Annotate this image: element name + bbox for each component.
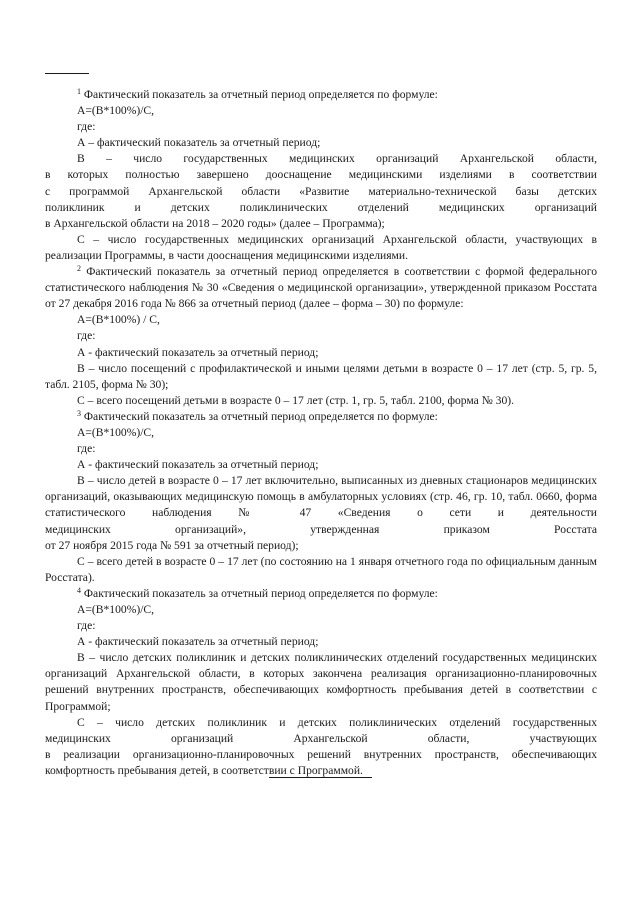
footnote-separator (45, 73, 89, 74)
footnote-4-where: где: (77, 619, 96, 633)
footnote-4-mark: 4 (77, 585, 81, 595)
footnote-2-where: где: (77, 329, 96, 343)
footnote-3-b-line-3: от 27 ноября 2015 года № 591 за отчетный период); (45, 538, 299, 552)
footnote-1-c-definition: С – число государственных медицинских организаций Архангельской области, участвующих в реализации Программы, в части дооснащения медицинскими изделиями. (45, 232, 597, 262)
footnote-3-c-definition: С – всего детей в возрасте 0 – 17 лет (по состоянию на 1 января отчетного года по официальным данным Росстата). (45, 554, 597, 584)
footnote-1-a-definition: А – фактический показатель за отчетный период; (77, 136, 321, 150)
closing-separator (269, 777, 372, 778)
footnote-2-b-definition: В – число посещений с профилактической и иными целями детьми в возрасте 0 – 17 лет (стр. 5, гр. 5, табл. 2105, форма № 30); (45, 361, 597, 391)
footnote-4-c-line-1: С – число детских поликлиник и детских поликлинических отделений государственных (77, 715, 597, 729)
footnote-1-b-line-5: в Архангельской области на 2018 – 2020 годы» (далее – Программа); (45, 216, 385, 230)
footnote-1-formula: A=(B*100%)/C, (77, 104, 155, 118)
footnote-2-c-definition: С – всего посещений детьми в возрасте 0 – 17 лет (стр. 1, гр. 5, табл. 2100, форма № 30). (77, 393, 515, 407)
footnotes (45, 87, 597, 779)
footnote-3-where: где: (77, 442, 96, 456)
footnote-4-c-line-2: медицинских организаций Архангельской области, участвующих (45, 731, 597, 745)
footnote-1-b-line-3: с программой Архангельской области «Развитие материально-технической базы детских (45, 184, 597, 198)
footnote-3-formula: A=(B*100%)/C, (77, 425, 155, 439)
footnote-1-mark: 1 (77, 87, 81, 96)
footnote-3-b-line-2: медицинских организаций», утвержденная приказом Росстата (45, 522, 597, 536)
footnote-4-formula: A=(B*100%)/C, (77, 603, 155, 616)
footnote-4-a-definition: А - фактический показатель за отчетный период; (77, 635, 319, 649)
footnote-1-b-line-1: В – число государственных медицинских организаций Архангельской области, (77, 152, 597, 166)
footnote-3-intro: $^3$ Фактический показатель за отчетный период определяется по формуле: (77, 408, 438, 423)
footnote-2-a-definition: А - фактический показатель за отчетный период; (77, 345, 319, 359)
footnote-2-intro: $^2$ Фактический показатель за отчетный период определяется в соответствии с формой федерального статистического наблюдения № 30 «Сведения о медицинской организации», утвержденной приказом Росстата от 27 декабря 2016 года № 866 за отчетный период (далее – форма – 30) по формуле: (45, 264, 597, 311)
footnote-4-b-definition: В – число детских поликлиник и детских поликлинических отделений государственных медицинских организаций Архангельской области, в которых закончена реализация организационно-планировочных решений внутренних пространств, обеспечивающих комфортность пребывания детей в соответствии с Программой; (45, 651, 597, 713)
footnote-4-intro: $^4$ Фактический показатель за отчетный период определяется по формуле: (77, 585, 438, 600)
footnote-1-b-line-2: в которых полностью завершено дооснащение медицинскими изделиями в соответствии (45, 168, 597, 182)
footnote-3-mark: 3 (77, 408, 81, 418)
footnote-4-c-line-3: в реализации организационно-планировочных решений внутренних пространств, обеспечивающих комфортность пребывания детей, в соответствии с Программой. (45, 747, 597, 777)
footnote-1-intro: $^1$ Фактический показатель за отчетный период определяется по формуле: (77, 87, 438, 101)
footnote-3-b-line-1: В – число детей в возрасте 0 – 17 лет включительно, выписанных из дневных стационаров медицинских организаций, оказывающих медицинскую помощь в амбулаторных условиях (стр. 46, гр. 10, табл. 0660, форма статистического наблюдения № 47 «Сведения о сети и деятельности (45, 474, 597, 520)
footnote-2-mark: 2 (77, 264, 81, 274)
footnote-3-a-definition: А - фактический показатель за отчетный период; (77, 458, 319, 472)
footnote-1-where: где: (77, 120, 96, 134)
footnote-2-formula: А=(В*100%) / С, (77, 313, 160, 327)
footnote-1-b-line-4: поликлиник и детских поликлинических отделений медицинских организаций (45, 200, 597, 214)
